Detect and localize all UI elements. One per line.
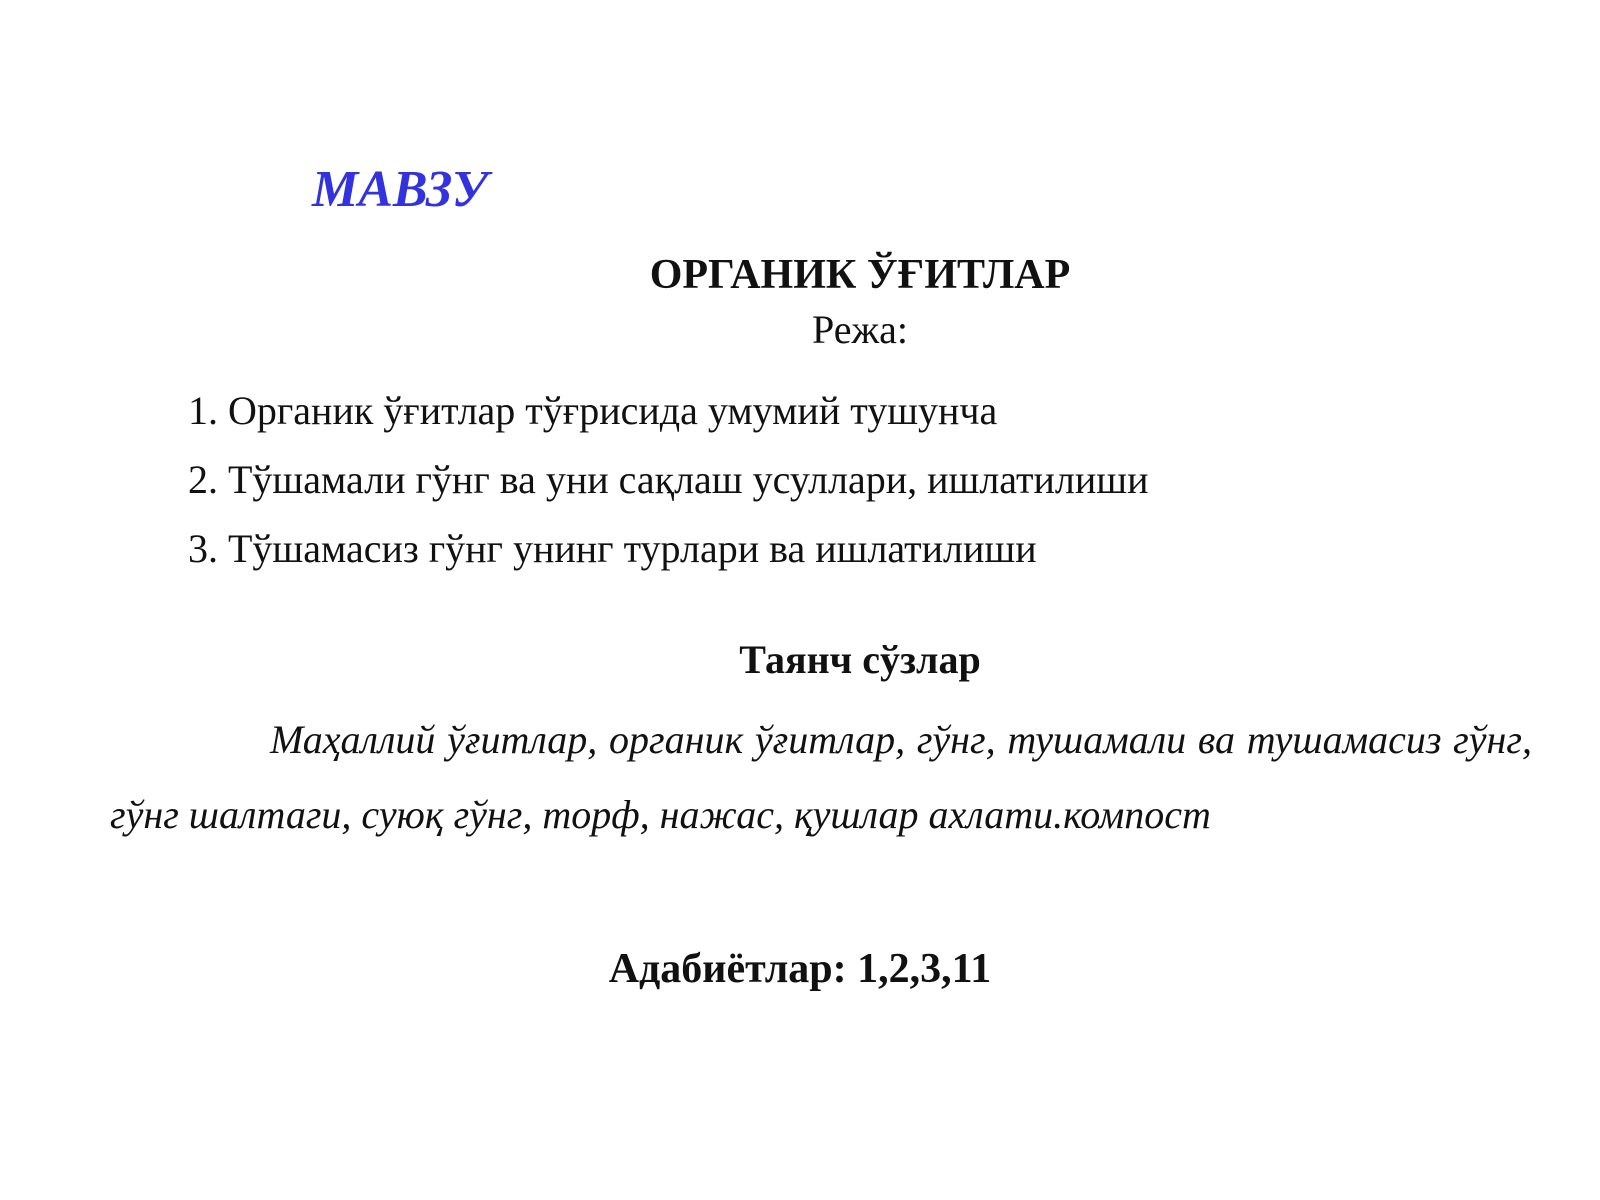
page-title: ОРГАНИК ЎҒИТЛАР	[649, 252, 1071, 298]
plan-list	[188, 376, 1149, 583]
plan-label: Режа:	[812, 307, 908, 352]
literature-reference: Адабиётлар: 1,2,3,11	[608, 946, 992, 992]
keywords-title: Таянч сўзлар	[739, 637, 981, 682]
topic-label: МАВЗУ	[312, 161, 488, 218]
plan-item-2: 2. Тўшамали гўнг ва уни сақлаш усуллари, ишлатилиши	[188, 457, 1149, 502]
plan-item-3: 3. Тўшамасиз гўнг унинг турлари ва ишлатилиши	[188, 526, 1037, 571]
plan-item-1: 1. Органик ўғитлар тўғрисида умумий тушунча	[188, 388, 998, 433]
keywords-text: Маҳаллий ўғитлар, органик ўғитлар, гўнг, тушамали ва тушамасиз гўнг, гўнг шалтаги, суюқ гўнг, торф, нажас, қушлар ахлати.компост	[110, 717, 1532, 837]
